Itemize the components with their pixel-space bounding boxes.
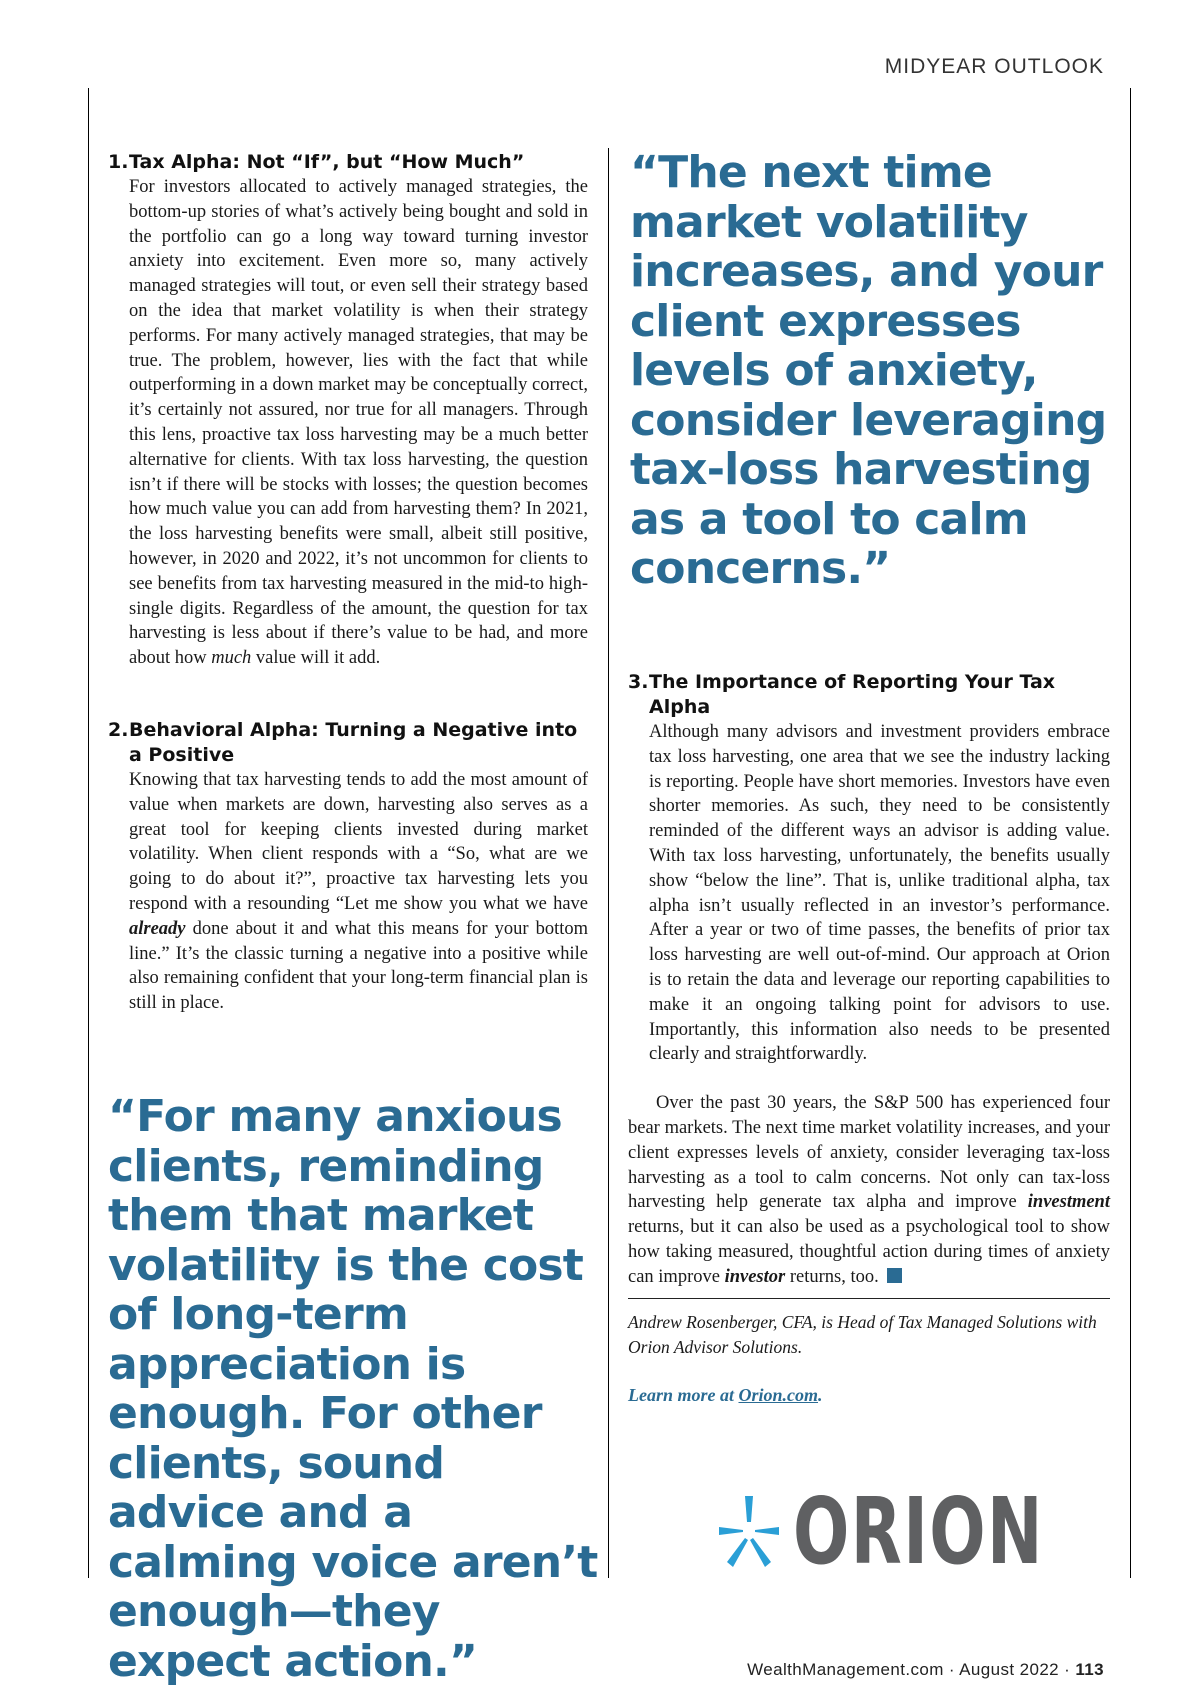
footer-separator: ·	[948, 1660, 955, 1679]
section-header: MIDYEAR OUTLOOK	[884, 55, 1104, 78]
section-1-emphasis: much	[211, 648, 252, 669]
section-2-title: Behavioral Alpha: Turning a Negative into a Positive	[129, 719, 578, 766]
pull-quote-bottom-text: “For many anxious clients, reminding them that market volatility is the cost of long-term appreciation is enough. For other clients, sound advice and a calming voice aren’t enough—they expect action.”	[108, 1091, 598, 1687]
pull-quote-bottom	[108, 1092, 608, 1686]
section-2-text: Knowing that tax harvesting tends to add the most amount of value when markets are down, harvesting also serves as a great tool for keeping clients invested during market volatility. When client responds with a “So, what are we going to do about it?”, proactive tax harvesting lets you respond with a resounding “Let me show you what we have	[129, 770, 588, 914]
section-2-text-end: done about it and what this means for your bottom line.” It’s the classic turning a negative into a positive while also remaining confident that your long-term financial plan is still in place.	[129, 918, 588, 1014]
footer-separator-2: ·	[1064, 1660, 1071, 1679]
learn-more-suffix: .	[818, 1385, 823, 1405]
section-2-number: 2.	[108, 719, 129, 741]
section-3-body: Although many advisors and investment providers embrace tax loss harvesting, one area that we see the industry lacking is reporting. People have short memories. Investors have even shorter memories. As such, they need to be consistently reminded of the different ways an advisor is adding value. With tax loss harvesting, unfortunately, the benefits usually show “below the line”. That is, unlike traditional alpha, tax alpha isn’t usually reflected in an investor’s performance. After a year or two of time passes, the benefits of prior tax loss harvesting are well out-of-mind. Our approach at Orion is to retain the data and leverage our reporting capabilities to make it an ongoing talking point for advisors to use. Importantly, this information also needs to be presented clearly and straightforwardly.	[649, 722, 1110, 1065]
orion-logo	[705, 1478, 1044, 1585]
closing-text-3: returns, too.	[789, 1266, 879, 1287]
orion-link[interactable]: Orion.com	[738, 1385, 819, 1405]
closing-text-1: Over the past 30 years, the S&P 500 has experienced four bear markets. The next time market volatility increases, and your client expresses levels of anxiety, consider leveraging tax-loss harvesting as a tool to calm concerns. Not only can tax-loss harvesting help generate tax alpha and improve	[628, 1093, 1110, 1213]
footer-site: WealthManagement.com	[747, 1660, 944, 1679]
learn-more	[628, 1385, 823, 1406]
section-3-heading	[628, 670, 1110, 720]
pull-quote-top	[630, 148, 1130, 594]
section-2	[108, 718, 588, 1016]
section-2-emphasis: already	[129, 918, 186, 939]
closing-paragraph	[628, 1091, 1110, 1289]
section-1-heading	[108, 150, 588, 175]
section-3	[628, 670, 1110, 1290]
section-1-text-end: value will it add.	[255, 648, 381, 669]
page-number: 113	[1075, 1660, 1104, 1679]
page-footer	[747, 1660, 1104, 1680]
orion-star-icon	[705, 1482, 793, 1582]
closing-emphasis-2: investor	[724, 1266, 786, 1287]
author-byline: Andrew Rosenberger, CFA, is Head of Tax Managed Solutions with Orion Advisor Solutions.	[628, 1312, 1097, 1357]
section-1-number: 1.	[108, 151, 129, 173]
closing-text-2: returns, but it can also be used as a psychological tool to show how taking measured, thoughtful action during times of anxiety can improve	[628, 1217, 1110, 1287]
right-rule	[1130, 88, 1131, 1578]
learn-more-prefix: Learn more at	[628, 1385, 734, 1405]
column-rule	[608, 148, 609, 1578]
pull-quote-top-text: “The next time market volatility increases, and your client expresses levels of anxiety, consider leveraging tax-loss harvesting as a tool to calm concerns.”	[630, 147, 1107, 594]
left-rule	[88, 88, 89, 1578]
closing-emphasis-1: investment	[1027, 1192, 1110, 1213]
section-1-body	[129, 175, 588, 671]
section-2-body	[129, 768, 588, 1016]
section-1-text: For investors allocated to actively managed strategies, the bottom-up stories of what’s actively being bought and sold in the portfolio can go a long way toward turning investor anxiety into excitement. Even more so, many actively managed strategies will tout, or even sell their strategy based on the idea that market volatility is when their strategy performs. For many actively managed strategies, that may be true. The problem, however, lies with the fact that while outperforming in a down market may be conceptually correct, it’s certainly not assured, nor true for all managers. Through this lens, proactive tax loss harvesting may be a much better alternative for clients. With tax loss harvesting, the question isn’t if there will be stocks with losses; the question becomes how much value you can add from harvesting them? In 2021, the loss harvesting benefits were small, albeit still positive, however, in 2020 and 2022, it’s not uncommon for clients to see benefits from tax harvesting measured in the mid-to high-single digits. Regardless of the amount, the question for tax harvesting is less about if there’s value to be had, and more about how	[129, 177, 588, 669]
orion-wordmark: ORION	[793, 1478, 1044, 1585]
section-1-title: Tax Alpha: Not “If”, but “How Much”	[129, 151, 525, 173]
section-3-number: 3.	[628, 671, 649, 693]
section-1	[108, 150, 588, 671]
section-2-heading	[108, 718, 588, 768]
section-3-title: The Importance of Reporting Your Tax Alpha	[649, 671, 1056, 718]
footer-issue: August 2022	[959, 1660, 1060, 1679]
byline-rule	[628, 1298, 1110, 1299]
end-mark-icon	[887, 1268, 902, 1283]
